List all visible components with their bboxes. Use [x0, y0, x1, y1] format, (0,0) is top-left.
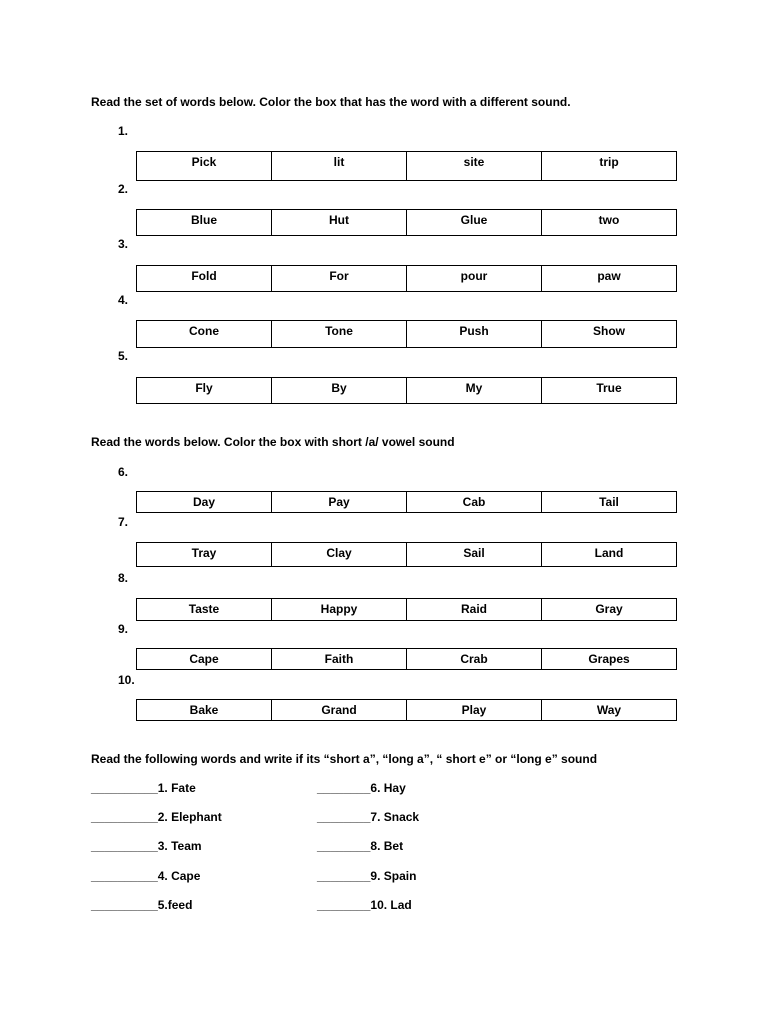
question-number: 2. — [118, 182, 129, 196]
word-box[interactable]: pour — [406, 266, 541, 291]
word-row — [136, 598, 677, 621]
word-box[interactable]: Fly — [195, 381, 213, 395]
fill-in-item[interactable]: ________8. Bet — [317, 839, 404, 853]
word-box[interactable]: paw — [541, 266, 676, 291]
word-box[interactable]: Grand — [271, 700, 406, 720]
word-box[interactable]: Sail — [406, 543, 541, 566]
word-box[interactable]: Pick — [191, 155, 217, 169]
fill-in-item[interactable]: __________1. Fate — [91, 781, 196, 795]
word-box[interactable]: Taste — [188, 602, 220, 616]
word-box[interactable]: Cape — [189, 652, 219, 666]
word-box[interactable]: Crab — [406, 649, 541, 669]
word-box[interactable]: For — [271, 266, 406, 291]
fill-in-item[interactable]: ________6. Hay — [317, 781, 406, 795]
word-box[interactable]: Show — [541, 321, 676, 347]
question-number: 6. — [118, 465, 129, 479]
word-row — [136, 699, 677, 721]
word-row — [136, 265, 677, 292]
question-number: 1. — [118, 124, 129, 138]
word-box[interactable]: Grapes — [541, 649, 676, 669]
word-row — [136, 320, 677, 348]
word-box[interactable]: two — [541, 210, 676, 235]
question-number: 3. — [118, 237, 129, 251]
word-box[interactable]: Play — [406, 700, 541, 720]
word-box[interactable]: Land — [541, 543, 676, 566]
question-number: 7. — [118, 515, 129, 529]
word-box[interactable]: Blue — [190, 213, 217, 227]
word-box[interactable]: lit — [271, 152, 406, 180]
fill-in-item[interactable]: __________5.feed — [91, 898, 193, 912]
word-box[interactable]: trip — [541, 152, 676, 180]
word-box[interactable]: By — [271, 378, 406, 403]
fill-in-item[interactable]: __________2. Elephant — [91, 810, 222, 824]
section3-instruction: Read the following words and write if its “short a”, “long a”, “ short e” or “long e” sound — [91, 752, 598, 766]
word-box[interactable]: Happy — [271, 599, 406, 620]
word-box[interactable]: Push — [406, 321, 541, 347]
word-box[interactable]: Fold — [191, 269, 217, 283]
question-number: 5. — [118, 349, 129, 363]
word-box[interactable]: Gray — [541, 599, 676, 620]
fill-in-item[interactable]: ________9. Spain — [317, 869, 417, 883]
fill-in-item[interactable]: __________4. Cape — [91, 869, 201, 883]
word-box[interactable]: Pay — [271, 492, 406, 512]
word-box[interactable]: Way — [541, 700, 676, 720]
section1-instruction: Read the set of words below. Color the box that has the word with a different sound. — [91, 95, 571, 109]
question-number: 10. — [118, 673, 135, 687]
word-box[interactable]: Bake — [189, 703, 219, 717]
word-box[interactable]: Hut — [271, 210, 406, 235]
word-row — [136, 491, 677, 513]
question-number: 8. — [118, 571, 129, 585]
word-box[interactable]: Tail — [541, 492, 676, 512]
fill-in-item[interactable]: __________3. Team — [91, 839, 202, 853]
question-number: 4. — [118, 293, 129, 307]
word-box[interactable]: Cab — [406, 492, 541, 512]
word-box[interactable]: Tray — [191, 546, 217, 560]
fill-in-item[interactable]: ________10. Lad — [317, 898, 412, 912]
word-row — [136, 151, 677, 181]
question-number: 9. — [118, 622, 129, 636]
word-box[interactable]: Glue — [406, 210, 541, 235]
fill-in-item[interactable]: ________7. Snack — [317, 810, 420, 824]
word-box[interactable]: Day — [192, 495, 215, 509]
word-box[interactable]: Raid — [406, 599, 541, 620]
word-row — [136, 209, 677, 236]
section2-instruction: Read the words below. Color the box with short /a/ vowel sound — [91, 435, 455, 449]
word-box[interactable]: Cone — [189, 324, 219, 338]
word-box[interactable]: Clay — [271, 543, 406, 566]
word-row — [136, 377, 677, 404]
word-row — [136, 542, 677, 567]
word-row — [136, 648, 677, 670]
word-box[interactable]: site — [406, 152, 541, 180]
word-box[interactable]: Faith — [271, 649, 406, 669]
word-box[interactable]: True — [541, 378, 676, 403]
word-box[interactable]: My — [406, 378, 541, 403]
word-box[interactable]: Tone — [271, 321, 406, 347]
